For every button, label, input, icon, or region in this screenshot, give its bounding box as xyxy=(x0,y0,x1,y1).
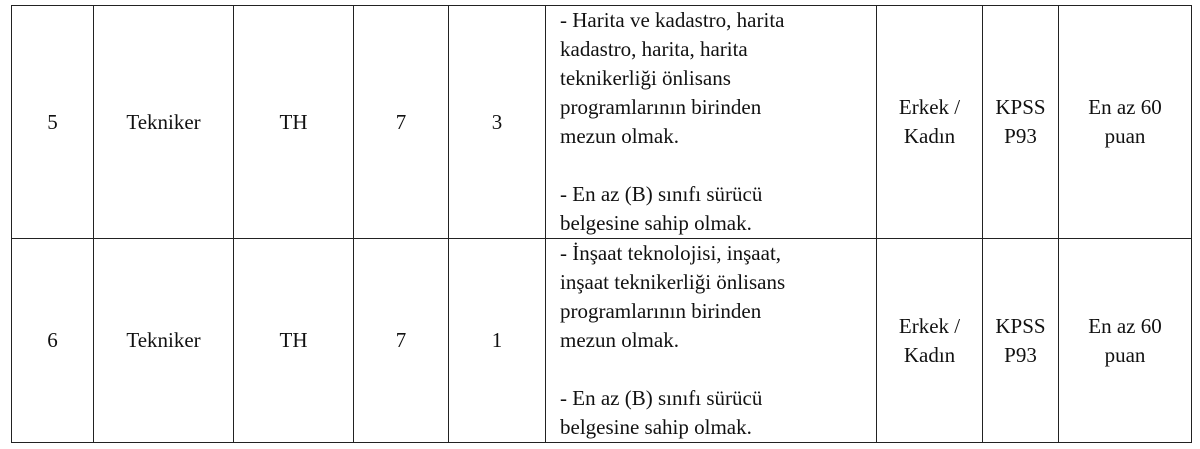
position-code: TH xyxy=(234,6,354,239)
requirement-line: - Harita ve kadastro, harita xyxy=(560,8,785,32)
gender-line: Erkek / xyxy=(898,313,961,338)
requirement-spacer xyxy=(560,355,870,384)
positions-table xyxy=(11,5,1192,443)
exam-line: KPSS xyxy=(995,313,1046,338)
requirement-line: programlarının birinden xyxy=(560,299,762,323)
row-number: 6 xyxy=(12,239,94,443)
requirement-line: programlarının birinden xyxy=(560,95,762,119)
exam-cell xyxy=(983,239,1059,443)
table-row xyxy=(12,239,1192,443)
requirements-cell xyxy=(546,6,877,239)
position-count: 3 xyxy=(449,6,546,239)
requirement-line: inşaat teknikerliği önlisans xyxy=(560,270,786,294)
exam-line: P93 xyxy=(1004,124,1037,148)
gender-cell xyxy=(877,239,983,443)
position-count: 1 xyxy=(449,239,546,443)
requirement-spacer xyxy=(560,151,870,180)
gender-cell xyxy=(877,6,983,239)
position-title: Tekniker xyxy=(94,239,234,443)
exam-line: KPSS xyxy=(995,95,1046,119)
score-cell xyxy=(1059,6,1192,239)
exam-cell xyxy=(983,6,1059,239)
grade-value: 7 xyxy=(354,239,449,443)
score-cell xyxy=(1059,239,1192,443)
score-line: puan xyxy=(1104,124,1146,148)
row-number: 5 xyxy=(12,6,94,239)
requirements-cell xyxy=(546,239,877,443)
position-code: TH xyxy=(234,239,354,443)
requirement-line: mezun olmak. xyxy=(560,124,679,148)
gender-line: Kadın xyxy=(903,124,956,148)
requirement-line: kadastro, harita, harita xyxy=(560,37,748,61)
requirement-line: teknikerliği önlisans xyxy=(560,66,731,90)
gender-line: Erkek / xyxy=(898,95,961,119)
score-line: En az 60 xyxy=(1088,95,1162,119)
requirement-line: - İnşaat teknolojisi, inşaat, xyxy=(560,241,782,265)
score-line: puan xyxy=(1104,342,1146,367)
grade-value: 7 xyxy=(354,6,449,239)
score-line: En az 60 xyxy=(1088,313,1162,338)
gender-line: Kadın xyxy=(903,342,956,367)
table-row xyxy=(12,6,1192,239)
requirement-line: mezun olmak. xyxy=(560,328,679,352)
requirement-line: belgesine sahip olmak. xyxy=(560,211,752,235)
position-title: Tekniker xyxy=(94,6,234,239)
requirement-line: - En az (B) sınıfı sürücü xyxy=(560,386,763,410)
requirement-line: belgesine sahip olmak. xyxy=(560,415,752,439)
requirement-line: - En az (B) sınıfı sürücü xyxy=(560,182,763,206)
exam-line: P93 xyxy=(1004,342,1037,367)
